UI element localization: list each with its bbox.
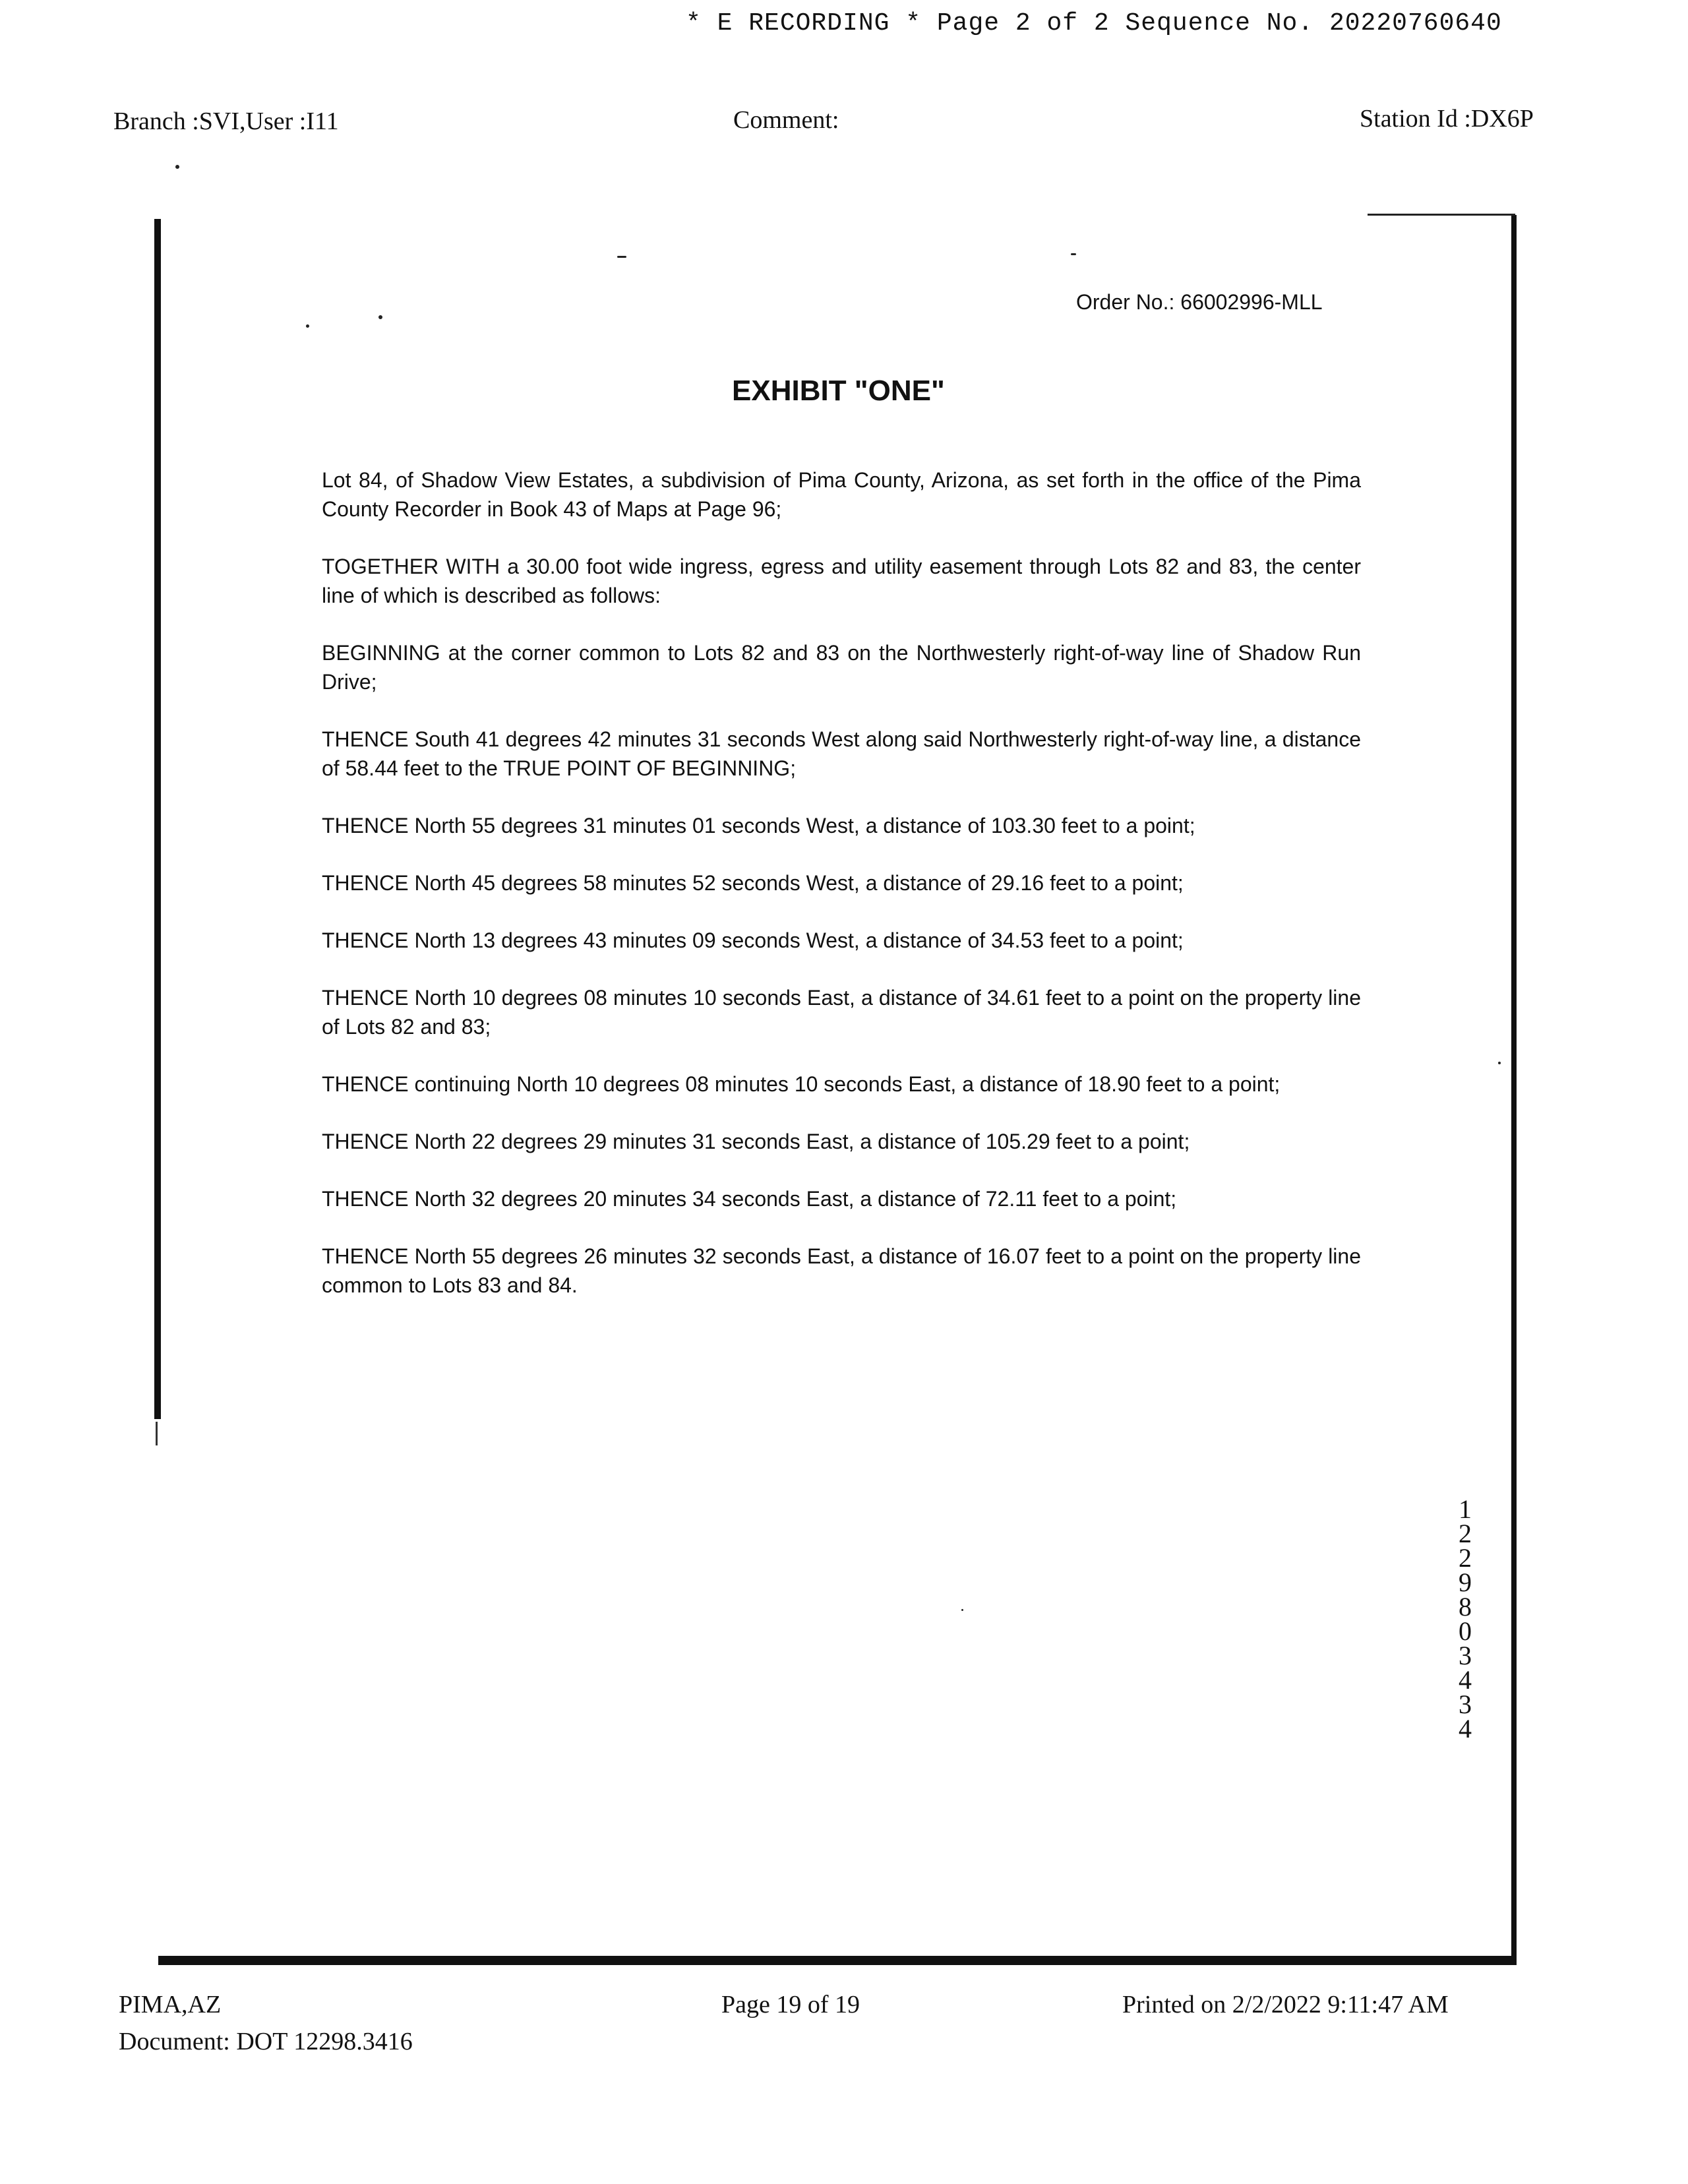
- footer-document-number: Document: DOT 12298.3416: [119, 2028, 413, 2055]
- page-frame-left-mark: [156, 1422, 158, 1445]
- order-number-value: 66002996-MLL: [1180, 290, 1323, 314]
- order-number-label: Order No.:: [1076, 290, 1175, 314]
- legal-paragraph: THENCE North 45 degrees 58 minutes 52 seconds West, a distance of 29.16 feet to a point;: [322, 871, 1184, 895]
- side-stamp-digit: 3: [1459, 1641, 1472, 1670]
- legal-paragraph: THENCE North 55 degrees 26 minutes 32 seconds East, a distance of 16.07 feet to a point on the property line common to Lots 83 and 84.: [322, 1244, 1361, 1297]
- legal-paragraph: TOGETHER WITH a 30.00 foot wide ingress, egress and utility easement through Lots 82 and 83, the center line of which is described as follows:: [322, 555, 1361, 607]
- legal-paragraph: THENCE North 22 degrees 29 minutes 31 seconds East, a distance of 105.29 feet to a point;: [322, 1130, 1190, 1153]
- legal-paragraph: THENCE North 10 degrees 08 minutes 10 seconds East, a distance of 34.61 feet to a point on the property line of Lots 82 and 83;: [322, 986, 1361, 1039]
- side-stamp-digit: 3: [1459, 1689, 1472, 1719]
- legal-paragraph: THENCE North 55 degrees 31 minutes 01 seconds West, a distance of 103.30 feet to a point;: [322, 814, 1195, 837]
- side-stamp-digit: 0: [1459, 1616, 1472, 1646]
- scan-speck: [961, 1609, 963, 1611]
- footer-page-number: Page 19 of 19: [721, 1991, 860, 2018]
- branch-user-label: Branch :SVI,User :I11: [113, 107, 339, 135]
- scan-speck: [617, 256, 626, 258]
- comment-label: Comment:: [733, 106, 839, 134]
- side-stamp-digit: 1: [1459, 1494, 1472, 1524]
- station-id-label: Station Id :DX6P: [1360, 105, 1534, 133]
- legal-description: [322, 466, 1361, 1328]
- side-stamp-digit: 9: [1459, 1567, 1472, 1597]
- exhibit-title: EXHIBIT "ONE": [732, 375, 945, 407]
- legal-paragraph: Lot 84, of Shadow View Estates, a subdivision of Pima County, Arizona, as set forth in the office of the Pima County Recorder in Book 43 of Maps at Page 96;: [322, 468, 1361, 521]
- page-frame-top-border: [1368, 214, 1515, 216]
- scan-speck: [306, 324, 309, 328]
- recording-header: * E RECORDING * Page 2 of 2 Sequence No. 20220760640: [686, 9, 1502, 38]
- legal-paragraph: THENCE North 32 degrees 20 minutes 34 seconds East, a distance of 72.11 feet to a point;: [322, 1187, 1177, 1211]
- footer-county: PIMA,AZ: [119, 1991, 222, 2018]
- page-frame-left-border: [154, 219, 161, 1419]
- scan-speck: [1498, 1062, 1501, 1064]
- side-stamp-digit: 4: [1459, 1665, 1472, 1695]
- legal-paragraph: THENCE North 13 degrees 43 minutes 09 seconds West, a distance of 34.53 feet to a point;: [322, 928, 1184, 952]
- order-number-line: [1076, 290, 1323, 315]
- scan-speck: [378, 315, 382, 319]
- legal-paragraph: THENCE South 41 degrees 42 minutes 31 seconds West along said Northwesterly right-of-way line, a distance of 58.44 feet to the TRUE POINT OF BEGINNING;: [322, 727, 1361, 780]
- footer-printed-date: Printed on 2/2/2022 9:11:47 AM: [1122, 1991, 1449, 2018]
- side-stamp-digit: 4: [1459, 1714, 1472, 1744]
- side-stamp-digit: 2: [1459, 1519, 1472, 1548]
- legal-paragraph: THENCE continuing North 10 degrees 08 minutes 10 seconds East, a distance of 18.90 feet to a point;: [322, 1072, 1281, 1096]
- vertical-side-stamp: [1453, 1494, 1477, 1744]
- scan-speck: [175, 165, 179, 169]
- legal-paragraph: BEGINNING at the corner common to Lots 82 and 83 on the Northwesterly right-of-way line of Shadow Run Drive;: [322, 641, 1361, 694]
- page-frame-right-border: [1511, 215, 1517, 1965]
- scan-speck: [1071, 253, 1076, 255]
- side-stamp-digit: 8: [1459, 1592, 1472, 1622]
- page-frame-bottom-border: [158, 1956, 1517, 1965]
- side-stamp-digit: 2: [1459, 1543, 1472, 1573]
